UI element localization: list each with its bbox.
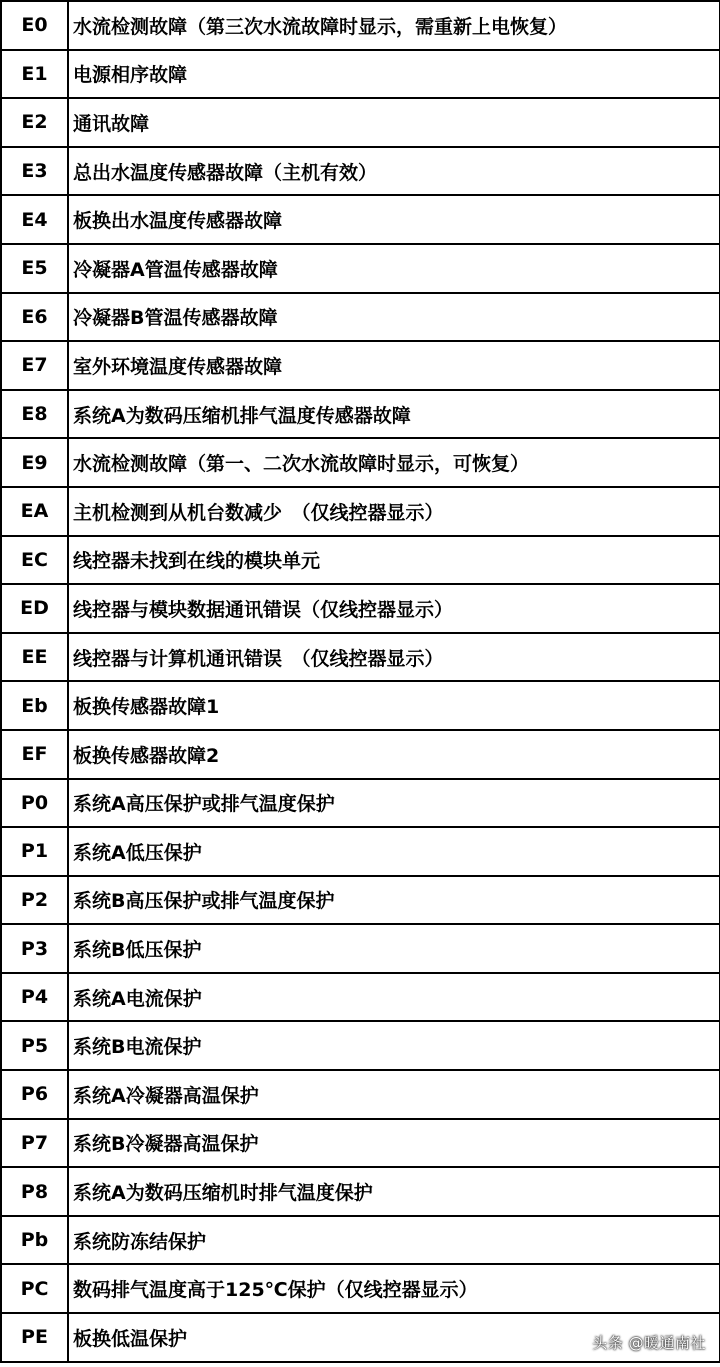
table-row [1, 98, 720, 147]
fault-description: 系统B低压保护 [68, 924, 720, 973]
fault-description: 主机检测到从机台数减少 （仅线控器显示） [68, 487, 720, 536]
table-row [1, 827, 720, 876]
fault-description: 室外环境温度传感器故障 [68, 341, 720, 390]
table-row [1, 681, 720, 730]
fault-description: 数码排气温度高于125℃保护（仅线控器显示） [68, 1264, 720, 1313]
fault-description: 冷凝器A管温传感器故障 [68, 244, 720, 293]
fault-code: P7 [1, 1119, 68, 1168]
fault-code: E0 [1, 1, 68, 50]
fault-code: EE [1, 633, 68, 682]
table-row [1, 633, 720, 682]
fault-description: 系统A电流保护 [68, 973, 720, 1022]
fault-code: E8 [1, 390, 68, 439]
fault-description: 系统B冷凝器高温保护 [68, 1119, 720, 1168]
table-row [1, 1070, 720, 1119]
fault-code: PC [1, 1264, 68, 1313]
table-row [1, 1216, 720, 1265]
watermark: 头条 @暖通南社 [592, 1334, 706, 1352]
fault-description: 系统A冷凝器高温保护 [68, 1070, 720, 1119]
table-row [1, 584, 720, 633]
fault-description: 水流检测故障（第三次水流故障时显示，需重新上电恢复） [68, 1, 720, 50]
table-row [1, 438, 720, 487]
fault-code: P3 [1, 924, 68, 973]
fault-description: 系统A为数码压缩机排气温度传感器故障 [68, 390, 720, 439]
fault-code: E1 [1, 50, 68, 99]
table-row [1, 730, 720, 779]
table-row [1, 293, 720, 342]
fault-code: P8 [1, 1167, 68, 1216]
table-row [1, 1021, 720, 1070]
fault-code: Pb [1, 1216, 68, 1265]
table-row [1, 487, 720, 536]
fault-description: 系统A低压保护 [68, 827, 720, 876]
fault-description: 通讯故障 [68, 98, 720, 147]
table-row [1, 536, 720, 585]
fault-code: P6 [1, 1070, 68, 1119]
table-row [1, 973, 720, 1022]
fault-description: 冷凝器B管温传感器故障 [68, 293, 720, 342]
fault-description: 线控器未找到在线的模块单元 [68, 536, 720, 585]
table-row [1, 1, 720, 50]
fault-code: E7 [1, 341, 68, 390]
fault-code: P0 [1, 779, 68, 828]
fault-code: ED [1, 584, 68, 633]
fault-code: P2 [1, 876, 68, 925]
table-row [1, 1264, 720, 1313]
table-row [1, 195, 720, 244]
fault-code: P5 [1, 1021, 68, 1070]
fault-description: 系统A为数码压缩机时排气温度保护 [68, 1167, 720, 1216]
table-row [1, 50, 720, 99]
fault-description: 系统B高压保护或排气温度保护 [68, 876, 720, 925]
fault-description: 系统防冻结保护 [68, 1216, 720, 1265]
table-row [1, 390, 720, 439]
fault-description: 板换低温保护 [68, 1313, 720, 1362]
fault-code: Eb [1, 681, 68, 730]
fault-description: 系统B电流保护 [68, 1021, 720, 1070]
table-row [1, 341, 720, 390]
fault-description: 水流检测故障（第一、二次水流故障时显示，可恢复） [68, 438, 720, 487]
table-row [1, 147, 720, 196]
table-row [1, 876, 720, 925]
fault-code: EA [1, 487, 68, 536]
table-row [1, 244, 720, 293]
fault-code: EF [1, 730, 68, 779]
fault-description: 板换出水温度传感器故障 [68, 195, 720, 244]
fault-code-rows [1, 1, 720, 1362]
fault-code: E9 [1, 438, 68, 487]
fault-code: E2 [1, 98, 68, 147]
fault-code: P1 [1, 827, 68, 876]
fault-description: 线控器与计算机通讯错误 （仅线控器显示） [68, 633, 720, 682]
fault-code: EC [1, 536, 68, 585]
fault-description: 线控器与模块数据通讯错误（仅线控器显示） [68, 584, 720, 633]
fault-description: 板换传感器故障1 [68, 681, 720, 730]
fault-description: 总出水温度传感器故障（主机有效） [68, 147, 720, 196]
table-row [1, 1167, 720, 1216]
fault-code: PE [1, 1313, 68, 1362]
fault-code: E4 [1, 195, 68, 244]
table-row [1, 1119, 720, 1168]
fault-description: 系统A高压保护或排气温度保护 [68, 779, 720, 828]
fault-code: P4 [1, 973, 68, 1022]
table-row [1, 924, 720, 973]
fault-code: E3 [1, 147, 68, 196]
fault-code: E6 [1, 293, 68, 342]
fault-description: 板换传感器故障2 [68, 730, 720, 779]
fault-description: 电源相序故障 [68, 50, 720, 99]
fault-code: E5 [1, 244, 68, 293]
table-row [1, 779, 720, 828]
